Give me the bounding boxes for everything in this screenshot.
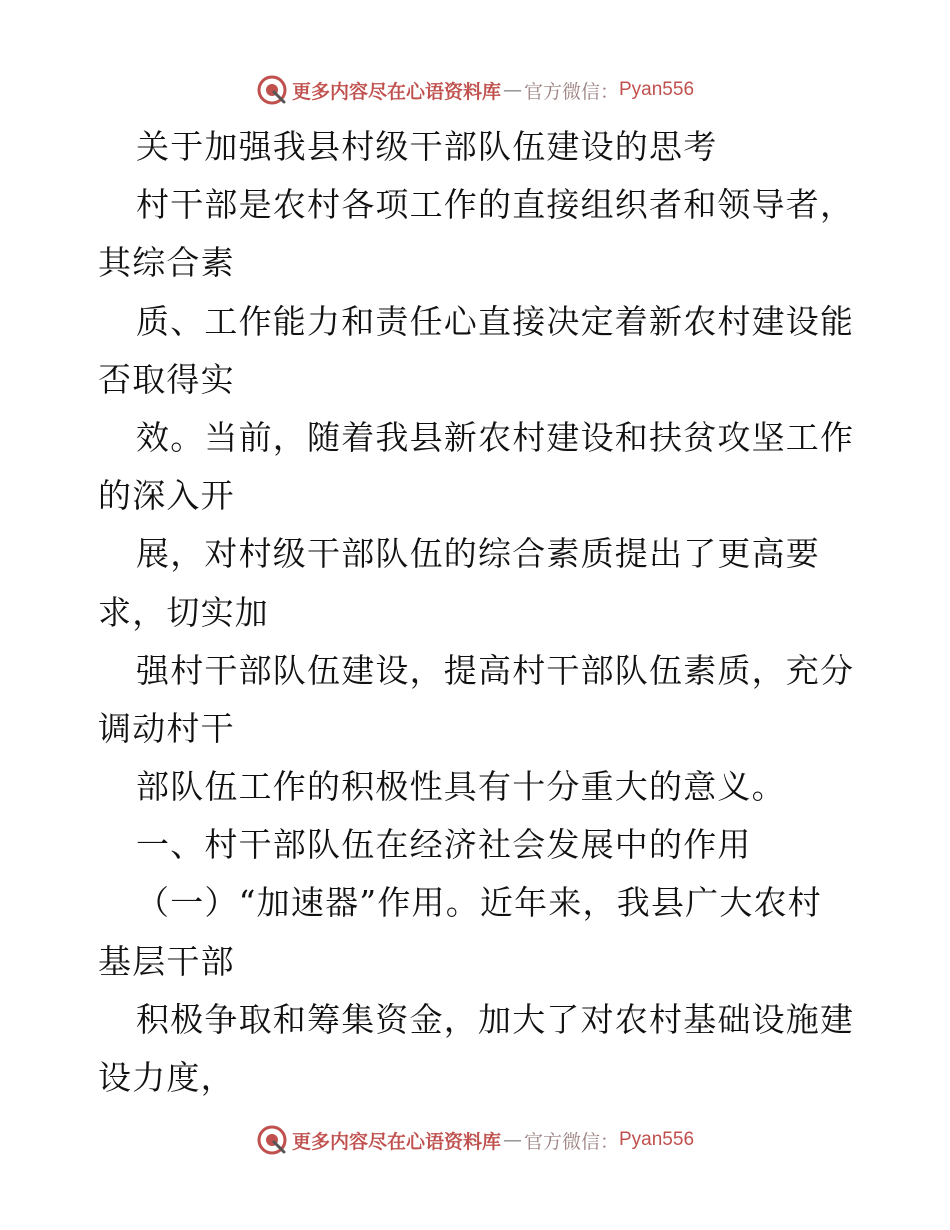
paragraph-line: 基层干部	[98, 941, 235, 981]
watermark-wechat-id: Pyan556	[619, 1129, 695, 1150]
watermark-header	[0, 70, 950, 110]
logo-icon	[256, 1124, 288, 1156]
paragraph-line: 积极争取和筹集资金，加大了对农村基础设施建	[136, 999, 855, 1039]
paragraph-line: （一）“加速器”作用。近年来，我县广大农村	[136, 883, 822, 923]
paragraph-line: 设力度，	[98, 1058, 235, 1097]
document-title: 关于加强我县村级干部队伍建设的思考	[136, 127, 718, 166]
paragraph-line: 村干部是农村各项工作的直接组织者和领导者，	[136, 185, 855, 225]
paragraph-line: 调动村干	[98, 708, 235, 748]
paragraph-line: 求，切实加	[98, 592, 269, 632]
watermark-brand-text: 更多内容尽在心语资料库	[291, 80, 501, 103]
paragraph-line: 否取得实	[98, 359, 235, 399]
document-body	[98, 118, 858, 1107]
watermark-separator: —	[502, 1129, 522, 1151]
paragraph-line: 展，对村级干部队伍的综合素质提出了更高要	[136, 534, 820, 574]
paragraph-line: 质、工作能力和责任心直接决定着新农村建设能	[136, 301, 855, 341]
paragraph-line: 效。当前，随着我县新农村建设和扶贫攻坚工作	[136, 417, 855, 457]
section-heading: 一、村干部队伍在经济社会发展中的作用	[136, 825, 752, 865]
logo-icon	[256, 74, 288, 106]
watermark-wechat-label: 官方微信：	[523, 1130, 619, 1153]
watermark-separator: —	[502, 79, 522, 101]
paragraph-line: 强村干部队伍建设，提高村干部队伍素质，充分	[136, 650, 855, 690]
watermark-footer	[0, 1120, 950, 1160]
paragraph-line: 的深入开	[98, 476, 235, 516]
paragraph-line: 部队伍工作的积极性具有十分重大的意义。	[136, 767, 786, 807]
watermark-brand-text: 更多内容尽在心语资料库	[291, 1130, 501, 1153]
paragraph-line: 其综合素	[98, 243, 235, 283]
watermark-wechat-label: 官方微信：	[523, 80, 619, 103]
watermark-wechat-id: Pyan556	[619, 79, 695, 100]
